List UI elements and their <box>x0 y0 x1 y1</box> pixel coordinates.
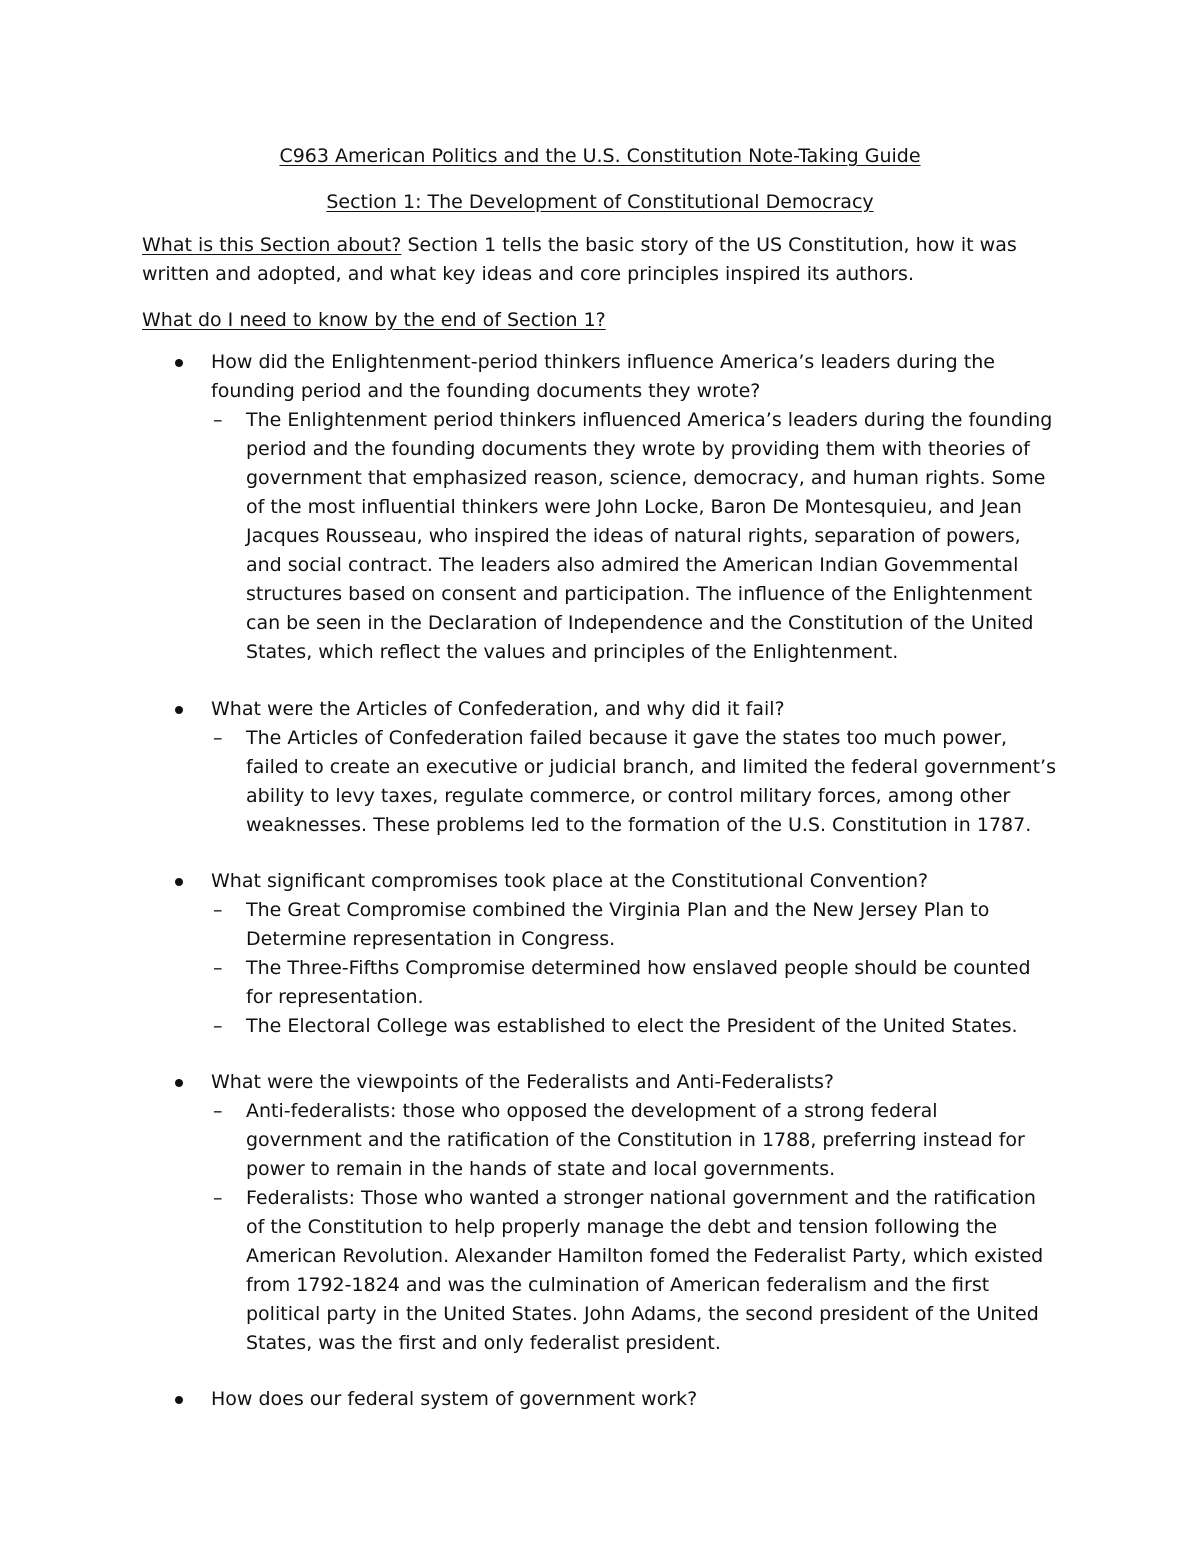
answer-1-line-8: can be seen in the Declaration of Independence and the Constitution of the United <box>246 612 1034 634</box>
bullet-icon <box>175 1079 183 1087</box>
question-3-line-1: What significant compromises took place at the Constitutional Convention? <box>211 870 929 892</box>
question-2-line-1: What were the Articles of Confederation, and why did it fail? <box>211 698 785 720</box>
about-text-line-2: written and adopted, and what key ideas and core principles inspired its authors. <box>142 263 914 285</box>
question-1-line-2: founding period and the founding documents they wrote? <box>211 380 761 402</box>
answer-1-line-4: of the most influential thinkers were John Locke, Baron De Montesquieu, and Jean <box>246 496 1022 518</box>
bullet-icon <box>175 878 183 886</box>
bullet-icon <box>175 706 183 714</box>
answer-4b-line-6: States, was the first and only federalist president. <box>246 1332 721 1354</box>
about-text-line-1: Section 1 tells the basic story of the US Constitution, how it was <box>401 234 1017 256</box>
answer-1-line-3: government that emphasized reason, science, democracy, and human rights. Some <box>246 467 1046 489</box>
dash-icon: – <box>213 409 223 431</box>
answer-4b-line-4: from 1792-1824 and was the culmination of American federalism and the first <box>246 1274 990 1296</box>
dash-icon: – <box>213 727 223 749</box>
answer-2-line-3: ability to levy taxes, regulate commerce, or control military forces, among other <box>246 785 1011 807</box>
question-5-line-1: How does our federal system of government work? <box>211 1388 698 1410</box>
dash-icon: – <box>213 957 223 979</box>
answer-4a-line-2: government and the ratification of the Constitution in 1788, preferring instead for <box>246 1129 1025 1151</box>
answer-4a-line-3: power to remain in the hands of state and local governments. <box>246 1158 836 1180</box>
dash-icon: – <box>213 1187 223 1209</box>
answer-3a-line-1: The Great Compromise combined the Virginia Plan and the New Jersey Plan to <box>246 899 990 921</box>
bullet-icon <box>175 1396 183 1404</box>
answer-4a-line-1: Anti-federalists: those who opposed the development of a strong federal <box>246 1100 938 1122</box>
answer-1-line-2: period and the founding documents they wrote by providing them with theories of <box>246 438 1030 460</box>
question-4-line-1: What were the viewpoints of the Federalists and Anti-Federalists? <box>211 1071 834 1093</box>
question-1-line-1: How did the Enlightenment-period thinkers influence America’s leaders during the <box>211 351 995 373</box>
answer-2-line-1: The Articles of Confederation failed because it gave the states too much power, <box>246 727 1008 749</box>
answer-3c-line-1: The Electoral College was established to elect the President of the United States. <box>246 1015 1018 1037</box>
bullet-icon <box>175 359 183 367</box>
need-to-know-heading: What do I need to know by the end of Section 1? <box>142 309 606 331</box>
answer-1-line-5: Jacques Rousseau, who inspired the ideas of natural rights, separation of powers, <box>246 525 1021 547</box>
document-title: C963 American Politics and the U.S. Constitution Note-Taking Guide <box>279 145 921 167</box>
dash-icon: – <box>213 1015 223 1037</box>
about-label: What is this Section about? <box>142 234 402 256</box>
answer-1-line-1: The Enlightenment period thinkers influenced America’s leaders during the founding <box>246 409 1053 431</box>
answer-2-line-4: weaknesses. These problems led to the formation of the U.S. Constitution in 1787. <box>246 814 1032 836</box>
answer-2-line-2: failed to create an executive or judicial branch, and limited the federal government’s <box>246 756 1056 778</box>
answer-1-line-6: and social contract. The leaders also admired the American Indian Govemmental <box>246 554 1019 576</box>
section-heading: Section 1: The Development of Constitutional Democracy <box>326 191 874 213</box>
dash-icon: – <box>213 1100 223 1122</box>
answer-1-line-9: States, which reflect the values and principles of the Enlightenment. <box>246 641 899 663</box>
answer-4b-line-3: American Revolution. Alexander Hamilton fomed the Federalist Party, which existed <box>246 1245 1044 1267</box>
about-paragraph-line-1 <box>142 231 1017 260</box>
answer-3a-line-2: Determine representation in Congress. <box>246 928 616 950</box>
answer-4b-line-5: political party in the United States. John Adams, the second president of the United <box>246 1303 1039 1325</box>
answer-4b-line-1: Federalists: Those who wanted a stronger national government and the ratification <box>246 1187 1036 1209</box>
dash-icon: – <box>213 899 223 921</box>
answer-4b-line-2: of the Constitution to help properly manage the debt and tension following the <box>246 1216 998 1238</box>
answer-3b-line-1: The Three-Fifths Compromise determined how enslaved people should be counted <box>246 957 1031 979</box>
answer-1-line-7: structures based on consent and participation. The influence of the Enlightenment <box>246 583 1033 605</box>
answer-3b-line-2: for representation. <box>246 986 424 1008</box>
